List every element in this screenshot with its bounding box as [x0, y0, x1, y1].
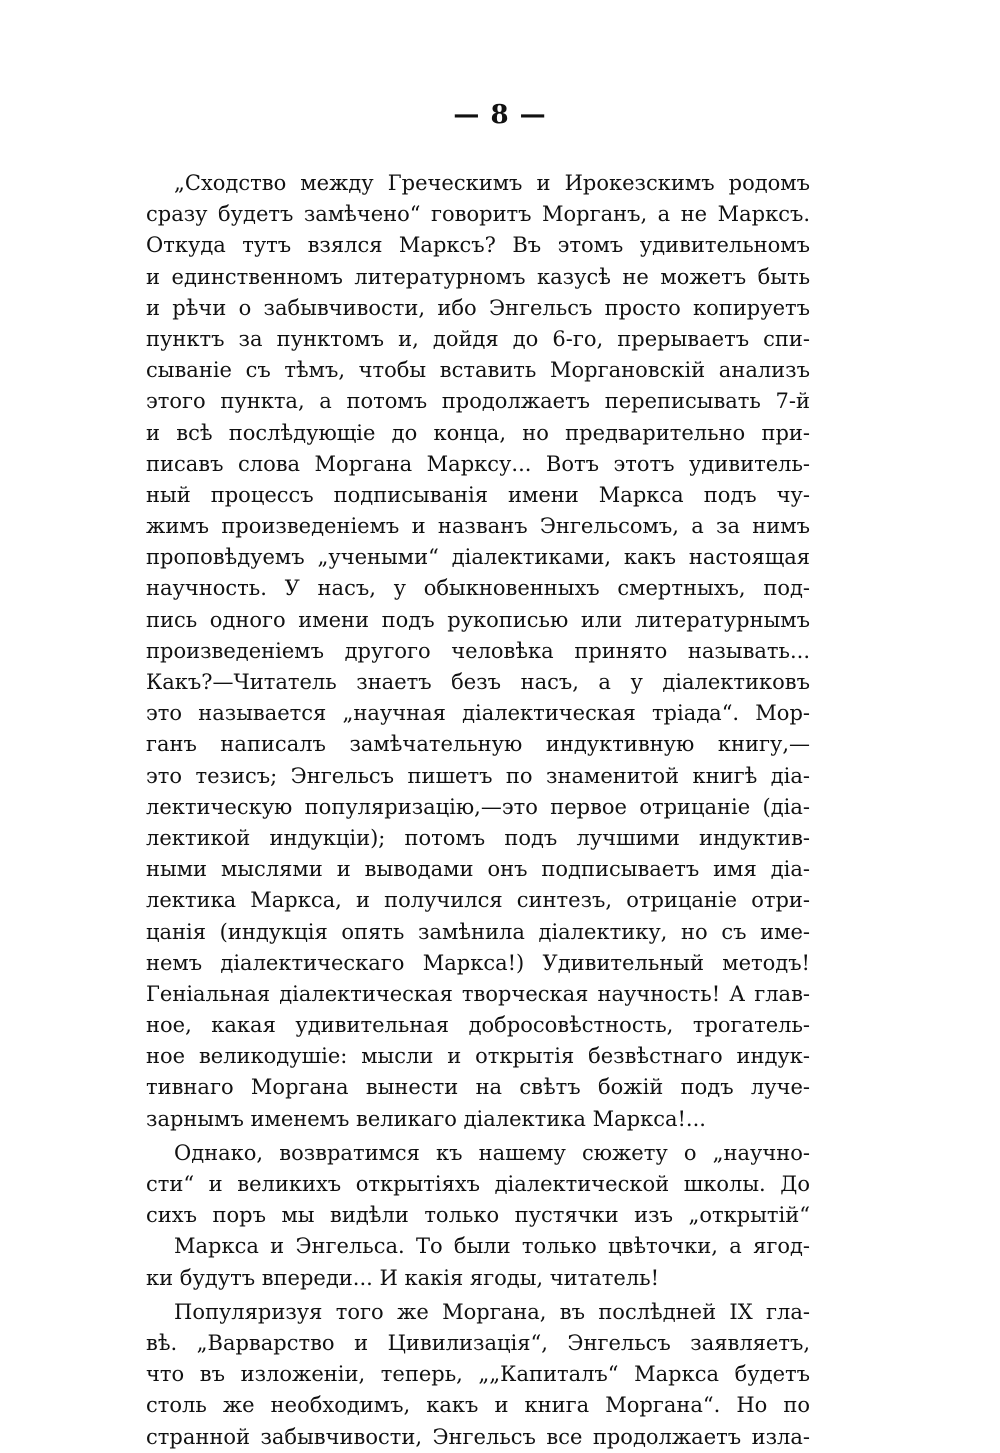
text-line: Откуда тутъ взялся Марксъ? Въ этомъ удивительномъ — [146, 233, 810, 258]
text-line: зарнымъ именемъ великаго діалектика Маркса!... — [146, 1106, 706, 1131]
text-line: ганъ написалъ замѣчательную индуктивную книгу,— — [146, 732, 810, 757]
text-line: и единственномъ литературномъ казусѣ не можетъ быть — [146, 264, 810, 289]
text-line: жимъ произведеніемъ и названъ Энгельсомъ, а за нимъ — [146, 514, 810, 539]
text-line: немъ діалектическаго Маркса!) Удивительный методъ! — [146, 950, 810, 975]
text-line: ки будутъ впереди... И какія ягоды, читатель! — [146, 1265, 660, 1290]
text-line: и рѣчи о забывчивости, ибо Энгельсъ просто копируетъ — [146, 295, 810, 320]
text-line: Однако, возвратимся къ нашему сюжету о „научно- — [174, 1140, 810, 1165]
text-line: лектическую популяризацію,—это первое отрицаніе (діа- — [146, 794, 810, 819]
text-line: пунктъ за пунктомъ и, дойдя до 6-го, прерываетъ спи- — [146, 326, 810, 351]
text-line: лектикой индукціи); потомъ подъ лучшими индуктив- — [146, 825, 810, 850]
text-line: сти“ и великихъ открытіяхъ діалектической школы. До — [146, 1172, 810, 1196]
text-line: Популяризуя того же Моргана, въ послѣдней IX гла- — [174, 1299, 810, 1324]
body-text — [146, 168, 810, 1453]
text-line: „Сходство между Греческимъ и Ирокезскимъ родомъ — [174, 171, 810, 195]
text-line: Геніальная діалектическая творческая научность! А глав- — [146, 981, 810, 1006]
page-number: — 8 — — [453, 100, 547, 130]
text-line: цанія (индукція опять замѣнила діалектику, но съ име- — [146, 919, 810, 944]
text-line: столь же необходимъ, какъ и книга Моргана“. Но по — [146, 1393, 810, 1418]
paragraph — [146, 1138, 810, 1294]
paragraph — [146, 168, 810, 1135]
text-line: писавъ слова Моргана Марксу... Вотъ этотъ удивитель- — [146, 451, 810, 476]
text-line: проповѣдуемъ „учеными“ діалектиками, какъ настоящая — [146, 545, 810, 570]
text-line: сразу будетъ замѣчено“ говоритъ Морганъ, а не Марксъ. — [146, 202, 810, 227]
text-line: пись одного имени подъ рукописью или литературнымъ — [146, 607, 810, 632]
text-line: это тезисъ; Энгельсъ пишетъ по знаменитой книгѣ діа- — [146, 763, 810, 788]
text-line: этого пункта, а потомъ продолжаетъ переписывать 7-й — [146, 389, 810, 414]
text-line: ный процессъ подписыванія имени Маркса подъ чу- — [146, 482, 810, 507]
text-line: Какъ?—Читатель знаетъ безъ насъ, а у діалектиковъ — [146, 670, 810, 694]
text-line: странной забывчивости, Энгельсъ все продолжаетъ изла- — [146, 1424, 810, 1449]
text-line: сываніе съ тѣмъ, чтобы вставить Моргановскій анализъ — [146, 358, 810, 383]
text-line: произведеніемъ другого человѣка принято называть... — [146, 638, 810, 663]
text-line: ное великодушіе: мысли и открытія безвѣстнаго индук- — [146, 1044, 810, 1069]
text-line: тивнаго Моргана вынести на свѣтъ божій подъ луче- — [146, 1075, 810, 1100]
text-line: Маркса и Энгельса. То были только цвѣточки, а ягод- — [174, 1234, 810, 1259]
text-line: ное, какая удивительная добросовѣстность, трогатель- — [146, 1013, 810, 1038]
text-line: что въ изложеніи, теперь, „„Капиталъ“ Маркса будетъ — [146, 1362, 810, 1387]
text-line: научность. У насъ, у обыкновенныхъ смертныхъ, под- — [146, 576, 810, 601]
text-line: лектика Маркса, и получился синтезъ, отрицаніе отри- — [146, 888, 810, 913]
text-line: и всѣ послѣдующіе до конца, но предварительно при- — [146, 420, 810, 445]
text-line: ными мыслями и выводами онъ подписываетъ имя діа- — [146, 857, 810, 882]
text-line: вѣ. „Варварство и Цивилизація“, Энгельсъ заявляетъ, — [146, 1330, 810, 1355]
text-line: это называется „научная діалектическая тріада“. Мор- — [146, 701, 810, 726]
paragraph — [146, 1297, 810, 1453]
text-line: сихъ поръ мы видѣли только пустячки изъ „открытій“ — [146, 1203, 810, 1228]
